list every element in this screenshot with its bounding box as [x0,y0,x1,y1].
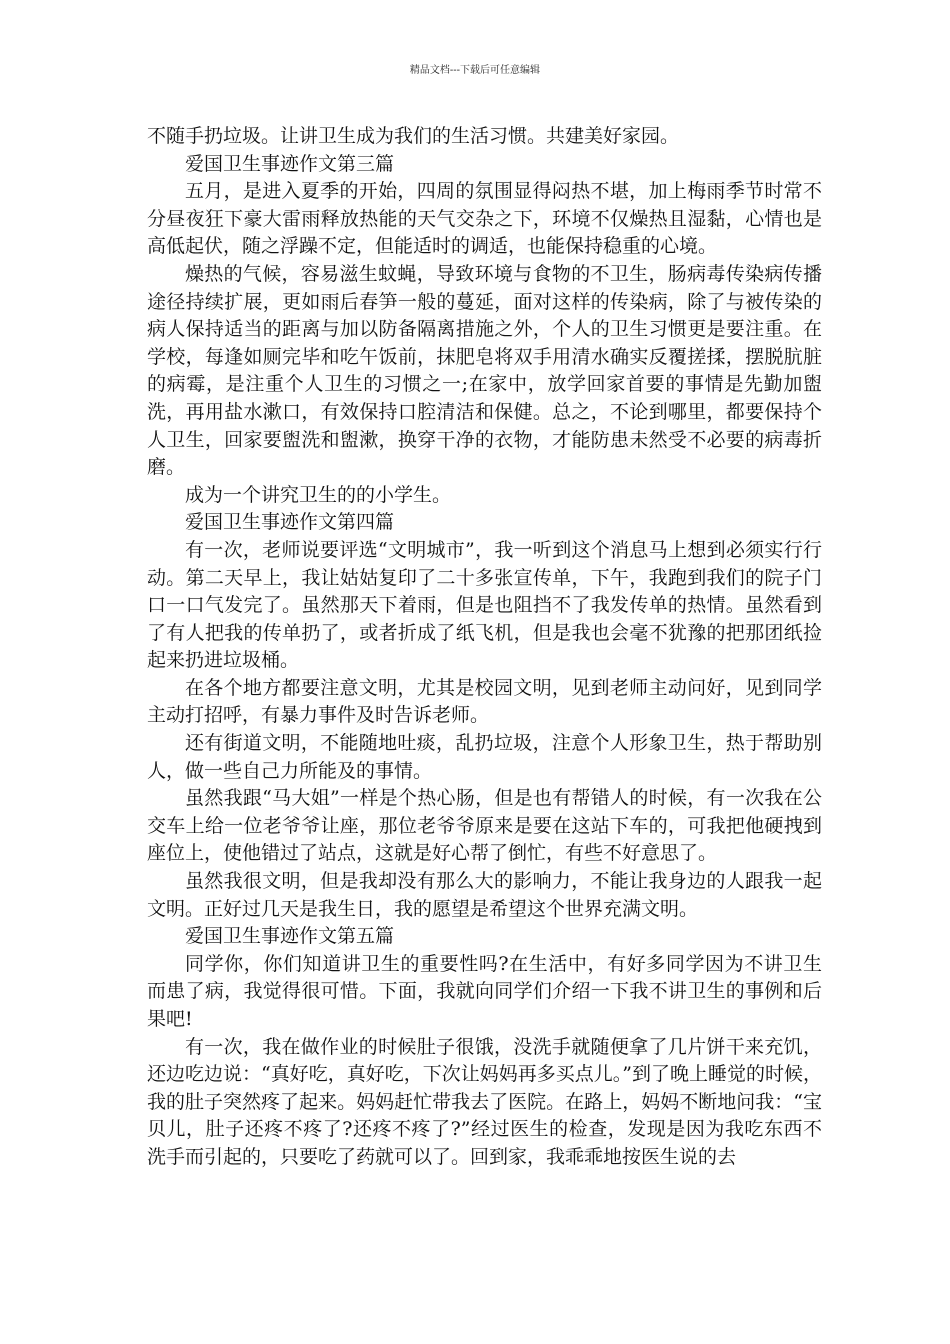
paragraph: 同学你，你们知道讲卫生的重要性吗?在生活中，有好多同学因为不讲卫生而患了病，我觉得很可惜。下面，我就向同学们介绍一下我不讲卫生的事例和后果吧! [147,952,822,1030]
paragraph: 有一次，我在做作业的时候肚子很饿，没洗手就随便拿了几片饼干来充饥，还边吃边说：“真好吃，真好吃，下次让妈妈再多买点儿。”到了晚上睡觉的时候，我的肚子突然疼了起来。妈妈赶忙带我去了医院。在路上，妈妈不断地问我：“宝贝儿，肚子还疼不疼了?还疼不疼了?”经过医生的检查，发现是因为我吃东西不洗手而引起的，只要吃了药就可以了。回到家，我乖乖地按医生说的去 [147,1035,822,1168]
paragraph: 有一次，老师说要评选“文明城市”，我一听到这个消息马上想到必须实行行动。第二天早上，我让姑姑复印了二十多张宣传单，下午，我跑到我们的院子门口一口气发完了。虽然那天下着雨，但是也阻挡不了我发传单的热情。虽然看到了有人把我的传单扔了，或者折成了纸飞机，但是我也会毫不犹豫的把那团纸捡起来扔进垃圾桶。 [147,538,822,672]
document-body [147,123,822,1172]
page-header: 精品文档---下载后可任意编辑 [409,65,541,76]
paragraph: 燥热的气候，容易滋生蚊蝇，导致环境与食物的不卫生，肠病毒传染病传播途径持续扩展，更如雨后春笋一般的蔓延，面对这样的传染病，除了与被传染的病人保持适当的距离与加以防备隔离措施之外，个人的卫生习惯更是要注重。在学校，每逢如厕完毕和吃午饭前，抹肥皂将双手用清水确实反覆搓揉，摆脱肮脏的病霉，是注重个人卫生的习惯之一;在家中，放学回家首要的事情是先勤加盥洗，再用盐水漱口，有效保持口腔清洁和保健。总之，不论到哪里，都要保持个人卫生，回家要盥洗和盥漱，换穿干净的衣物，才能防患未然受不必要的病毒折磨。 [147,262,822,479]
paragraph: 虽然我很文明，但是我却没有那么大的影响力，不能让我身边的人跟我一起文明。正好过几天是我生日，我的愿望是希望这个世界充满文明。 [147,870,822,920]
section-heading: 爱国卫生事迹作文第五篇 [185,925,395,948]
paragraph: 成为一个讲究卫生的的小学生。 [185,483,452,506]
paragraph: 还有街道文明，不能随地吐痰，乱扔垃圾，注意个人形象卫生，热于帮助别人，做一些自己力所能及的事情。 [147,732,822,782]
paragraph: 五月，是进入夏季的开始，四周的氛围显得闷热不堪，加上梅雨季节时常不分昼夜狂下豪大雷雨释放热能的天气交杂之下，环境不仅燥热且湿黏，心情也是高低起伏，随之浮躁不定，但能适时的调适，也能保持稳重的心境。 [147,180,822,258]
paragraph: 在各个地方都要注意文明，尤其是校园文明，见到老师主动问好，见到同学主动打招呼，有暴力事件及时告诉老师。 [147,676,822,727]
section-heading: 爱国卫生事迹作文第四篇 [185,511,395,534]
paragraph: 不随手扔垃圾。让讲卫生成为我们的生活习惯。共建美好家园。 [147,125,680,147]
section-heading: 爱国卫生事迹作文第三篇 [185,152,395,175]
paragraph: 虽然我跟“马大姐”一样是个热心肠，但是也有帮错人的时候，有一次我在公交车上给一位老爷爷让座，那位老爷爷原来是要在这站下车的，可我把他硬拽到座位上，使他错过了站点，这就是好心帮了倒忙，有些不好意思了。 [147,787,822,865]
